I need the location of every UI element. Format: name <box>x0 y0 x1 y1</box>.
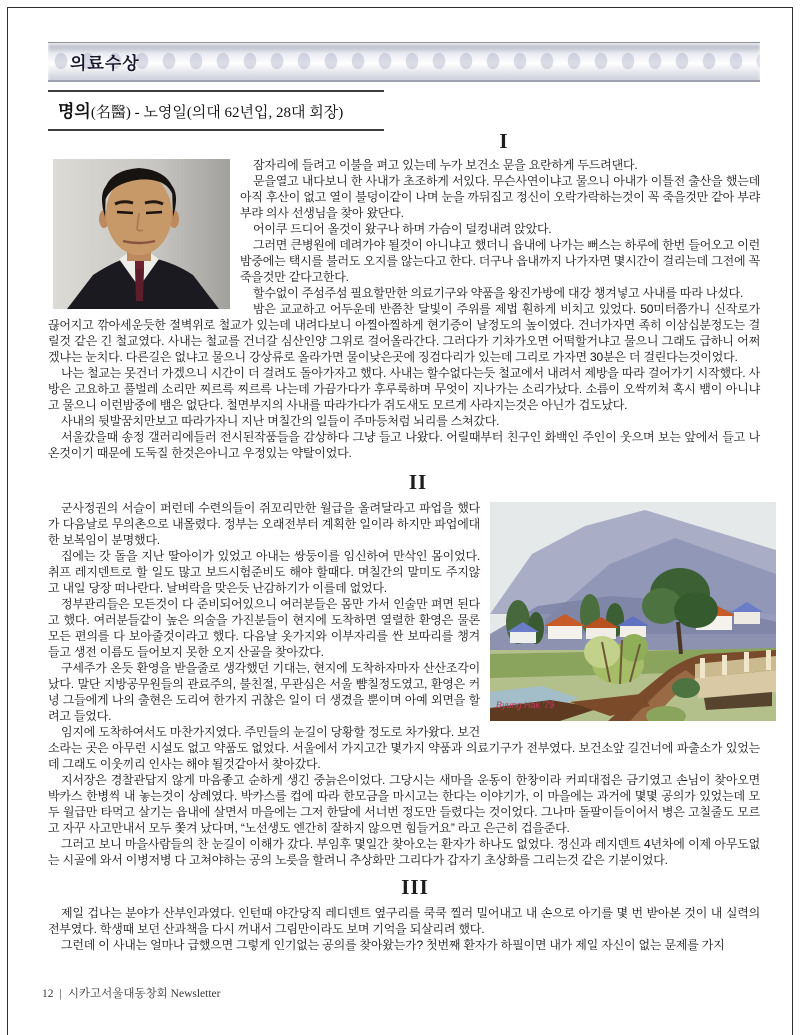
paragraph: 어이쿠 드디어 올것이 왔구나 하며 가슴이 덜컹내려 앉았다. <box>253 222 552 236</box>
banner-title: 의료수상 <box>70 54 140 73</box>
section-1 <box>48 129 760 461</box>
paragraph: 문을열고 내다보니 한 사내가 초조하게 서있다. 무슨사연이냐고 물으니 아내가 이틀전 출산을 했는데 아직 후산이 없고 열이 불덩이같이 나며 눈을 까뒤집고 정신이 오락가락하는것이 꼭 죽을것만 같아 부랴부랴 의사 선생님을 찾아 왔단다. <box>240 174 760 220</box>
landscape-painting-image <box>490 502 776 721</box>
paragraph: 지서장은 경찰관답지 않게 마음좋고 순하게 생긴 중늙은이었다. 그당시는 새마을 운동이 한창이라 커피대접은 금기였고 손님이 찾아오면 박카스 한병씩 내 놓는것이 상례였다. 박카스를 컵에 따라 한모금을 마시고는 한다는 이야기가, 이 마을에는 과거에 몇몇 공의가 있었는데 모두 월급만 타먹고 살기는 읍내에 살면서 마을에는 그저 한달에 서너번 정도만 들렸다는 것이었다. 그나마 돌팔이들이어서 병은 고칠줄도 모르고 자꾸 사고만내서 모두 쫓겨 났다며, “노선생도 엔간히 잘하지 않으면 힘들거요” 라고 은근히 겁을준다. <box>48 773 760 835</box>
paragraph: 군사정권의 서슬이 퍼런데 수련의들이 쥐꼬리만한 월급을 올려달라고 파업을 했다가 다음날로 무의촌으로 내몰렸다. 정부는 오래전부터 계획한 일이라 하지만 파업에대한 보복임이 분명했다. <box>48 501 480 547</box>
paragraph: 사내의 뒷발꿈치만보고 따라가자니 지난 며칠간의 일들이 주마등처럼 뇌리를 스쳐갔다. <box>61 414 500 428</box>
section-2-numeral: II <box>408 470 428 494</box>
paragraph: 그러고 보니 마을사람들의 찬 눈길이 이해가 갔다. 부임후 몇일간 찾아오는 환자가 하나도 없었다. 정신과 레지덴트 4년차에 이제 아무도없는 시골에 와서 이병저병 다 고쳐야하는 공의 노릇을 할려니 추상화만 그리다가 갑자기 초상화를 그리는것 같은 기분이었다. <box>48 837 760 867</box>
paragraph: 할수없이 주섬주섬 필요할만한 의료기구와 약품을 왕진가방에 대강 챙겨넣고 사내를 따라 나섰다. <box>253 286 744 300</box>
paragraph: 그런데 이 사내는 얼마나 급했으면 그렇게 인기없는 공의를 찾아왔는가? 첫번째 환자가 하필이면 내가 제일 자신이 없는 문제를 가지 <box>61 938 725 952</box>
paragraph: 구세주가 온듯 환영을 받을줄로 생각했던 기대는, 현지에 도착하자마자 산산조각이 났다. 말단 지방공무원들의 관료주의, 불친절, 무관심은 서울 뺨칠정도였고, 환영은 커녕 그들에게 나의 출현은 도리여 한가지 귀찮은 일이 더 생겼을 뿐이며 아예 외면을 할려고 들었다. <box>48 661 480 723</box>
portrait-photo <box>53 159 230 309</box>
section-1-numeral: I <box>499 129 509 153</box>
paragraph: 밤은 교교하고 어두운데 반쯤찬 달빛이 주위를 제법 훤하게 비치고 있었다. 50미터쯤가니 신작로가 끊어지고 깎아세운듯한 절벽위로 철교가 있는데 내려다보니 아찔아찔하게 현기증이 날정도의 높이였다. 건너가자면 족히 이삼십분정도는 걸릴것 같은 긴 철교였다. 사내는 철교를 건너갈 심산인양 그위로 걸어올라간다. 그러다가 기차가오면 어떡할거냐고 물으니 그래도 급하니 어쩌겠냐는 눈치다. 다른길은 없냐고 물으니 강상류로 올라가면 물이낮은곳에 징검다리가 있는데 그리로 가자면 30분은 더 걸린다는것이었다. <box>48 302 760 364</box>
paragraph: 임지에 도착하여서도 마찬가지였다. 주민들의 눈길이 당황할 정도로 차가왔다. 보건소라는 곳은 아무런 시설도 없고 약품도 없었다. 서울에서 가지고간 몇가지 약품과 의료기구가 전부였다. 보건소앞 길건너에 파출소가 있었는데 그래도 이웃끼리 인사는 해야 될것같아서 찾아갔다. <box>48 725 760 771</box>
award-banner <box>48 42 760 82</box>
article-title-emphasis: 명의 <box>58 102 91 121</box>
paragraph: 그러면 큰병원에 데려가야 될것이 아니냐고 했더니 읍내에 나가는 뻐스는 하루에 한번 들어오고 이런 밤중에는 택시를 불러도 오지를 않는다고 한다. 더구나 읍내까지 나가자면 몇시간이 걸리는데 그전에 꼭 죽을것만 같다고한다. <box>240 238 760 284</box>
article-title <box>48 90 384 131</box>
footer-separator: | <box>59 988 62 1000</box>
paragraph: 나는 철교는 못건너 가겠으니 시간이 더 걸려도 돌아가자고 했다. 사내는 할수없다는듯 철교에서 내려서 제방을 따라 걸어가기 시작했다. 사방은 고요하고 풀벌레 소리만 찌르륵 찌르륵 나는데 가끔가다가 후루룩하며 무엇이 지나가는 소리가났다. 소름이 오싹끼쳐 혹시 뱀이 아니냐고 물으니 이런밤중에 뱀은 없단다. 철면부지의 사내를 따라가다가 쥐도새도 모르게 사라지는것은 아닌가 겁도났다. <box>48 366 760 412</box>
footer-page-number: 12 <box>42 988 54 1000</box>
portrait-photo-image <box>53 159 230 309</box>
section-2 <box>48 470 760 868</box>
paragraph: 제일 겁나는 분야가 산부인과였다. 인턴때 야간당직 레디덴트 옆구리를 쿡쿡 찔러 밀어내고 내 손으로 아기를 몇 번 받아본 것이 내 실력의 전부였다. 학생때 보던 산과책을 다시 꺼내서 그림만이라도 보며 기억을 되살리려 했다. <box>48 906 760 936</box>
article-body <box>48 129 760 953</box>
painting-signature: Byung Hak '79 <box>496 700 555 710</box>
paragraph: 정부관리들은 모든것이 다 준비되어있으니 여러분들은 몸만 가서 인술만 펴면 된다고 했다. 여러분들같이 높은 의술을 가진분들이 현지에 도착하면 열렬한 환영은 물론 모든 편의를 다 보아줄것이라고 했다. 다음날 옷가지와 이부자리를 싼 보따리를 챙겨들고 생전 이름도 들어보지 못한 오지 산골을 찾아갔다. <box>48 597 480 659</box>
page-footer <box>42 985 226 1001</box>
paragraph: 잠자리에 들려고 이불을 펴고 있는데 누가 보건소 문을 요란하게 두드려댄다. <box>253 158 638 172</box>
section-3 <box>48 875 760 953</box>
paragraph: 집에는 갓 돌을 지난 딸아이가 있었고 아내는 쌍둥이를 임신하여 만삭인 몸이었다. 취프 레지덴트로 할 일도 많고 보드시험준비도 해야 할때다. 며칠간의 말미도 주지않고 내일 당장 떠나란다. 날벼락을 맞은듯 난감하기가 이를데 없었다. <box>48 549 480 595</box>
landscape-painting <box>490 502 776 721</box>
section-3-numeral: III <box>401 875 429 899</box>
paragraph: 서울갔을때 송정 갤러리에들러 전시된작품들을 감상하다 그냥 들고 나왔다. 어릴때부터 친구인 화백인 주인이 웃으며 보는 앞에서 들고 나온것이기 때문에 도둑질 한것은아니고 우정있는 약탈이었다. <box>48 430 760 460</box>
footer-publication: 시카고서울대동창회 Newsletter <box>67 988 221 1000</box>
article-title-detail: (名醫) - 노영일(의대 62년입, 28대 회장) <box>90 105 344 121</box>
